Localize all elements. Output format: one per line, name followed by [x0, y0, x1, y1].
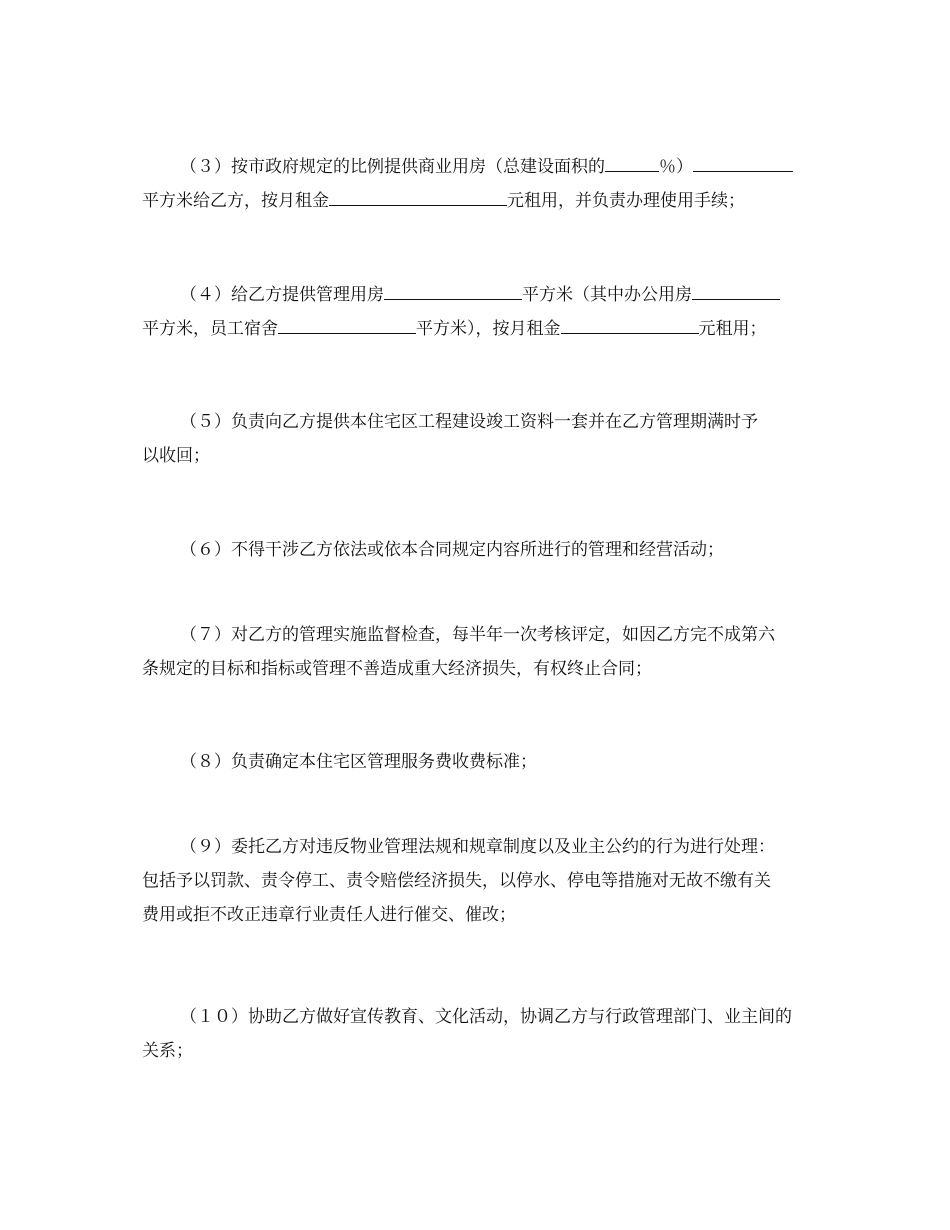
- clause-5-line-2: 以收回；: [142, 446, 210, 466]
- fill-blank: [278, 315, 416, 334]
- fill-blank: [561, 315, 699, 334]
- clause-4: [142, 278, 810, 346]
- clause-10-line-1: （１０）协助乙方做好宣传教育、文化活动，协调乙方与行政管理部门、业主间的: [180, 1007, 792, 1027]
- clause-7-line-2: 条规定的目标和指标或管理不善造成重大经济损失，有权终止合同；: [142, 659, 652, 679]
- clause-3-line-1: （３）按市政府规定的比例提供商业用房（总建设面积的 ％）: [142, 150, 810, 184]
- clause-5-line-1: （５）负责向乙方提供本住宅区工程建设竣工资料一套并在乙方管理期满时予: [180, 412, 758, 432]
- fill-blank: [605, 153, 659, 172]
- fill-blank: [384, 281, 522, 300]
- clause-4-line-1: （４）给乙方提供管理用房 平方米（其中办公用房: [142, 278, 810, 312]
- clause-9-line-2: 包括予以罚款、责令停工、责令赔偿经济损失，以停水、停电等措施对无故不缴有关: [142, 871, 771, 891]
- clause-4-line-2: 平方米，员工宿舍 平方米），按月租金 元租用；: [142, 312, 810, 346]
- clause-7-line-1: （７）对乙方的管理实施监督检查，每半年一次考核评定，如因乙方完不成第六: [180, 625, 775, 645]
- clause-7: [142, 618, 810, 686]
- clause-3-line-2: 平方米给乙方，按月租金 元租用，并负责办理使用手续；: [142, 184, 810, 218]
- clause-6: [142, 533, 810, 567]
- clause-8-line-1: （８）负责确定本住宅区管理服务费收费标准；: [180, 752, 537, 772]
- clause-5: [142, 405, 810, 473]
- clause-9: [142, 830, 810, 932]
- clause-6-line-1: （６）不得干涉乙方依法或依本合同规定内容所进行的管理和经营活动；: [180, 540, 724, 560]
- fill-blank: [329, 187, 507, 206]
- fill-blank: [693, 153, 793, 172]
- clause-10: [142, 1000, 810, 1068]
- clause-3: [142, 150, 810, 218]
- clause-9-line-1: （９）委托乙方对违反物业管理法规和规章制度以及业主公约的行为进行处理：: [180, 837, 775, 857]
- fill-blank: [692, 281, 780, 300]
- clause-8: [142, 745, 810, 779]
- clause-9-line-3: 费用或拒不改正违章行业责任人进行催交、催改；: [142, 905, 516, 925]
- clause-10-line-2: 关系；: [142, 1041, 193, 1061]
